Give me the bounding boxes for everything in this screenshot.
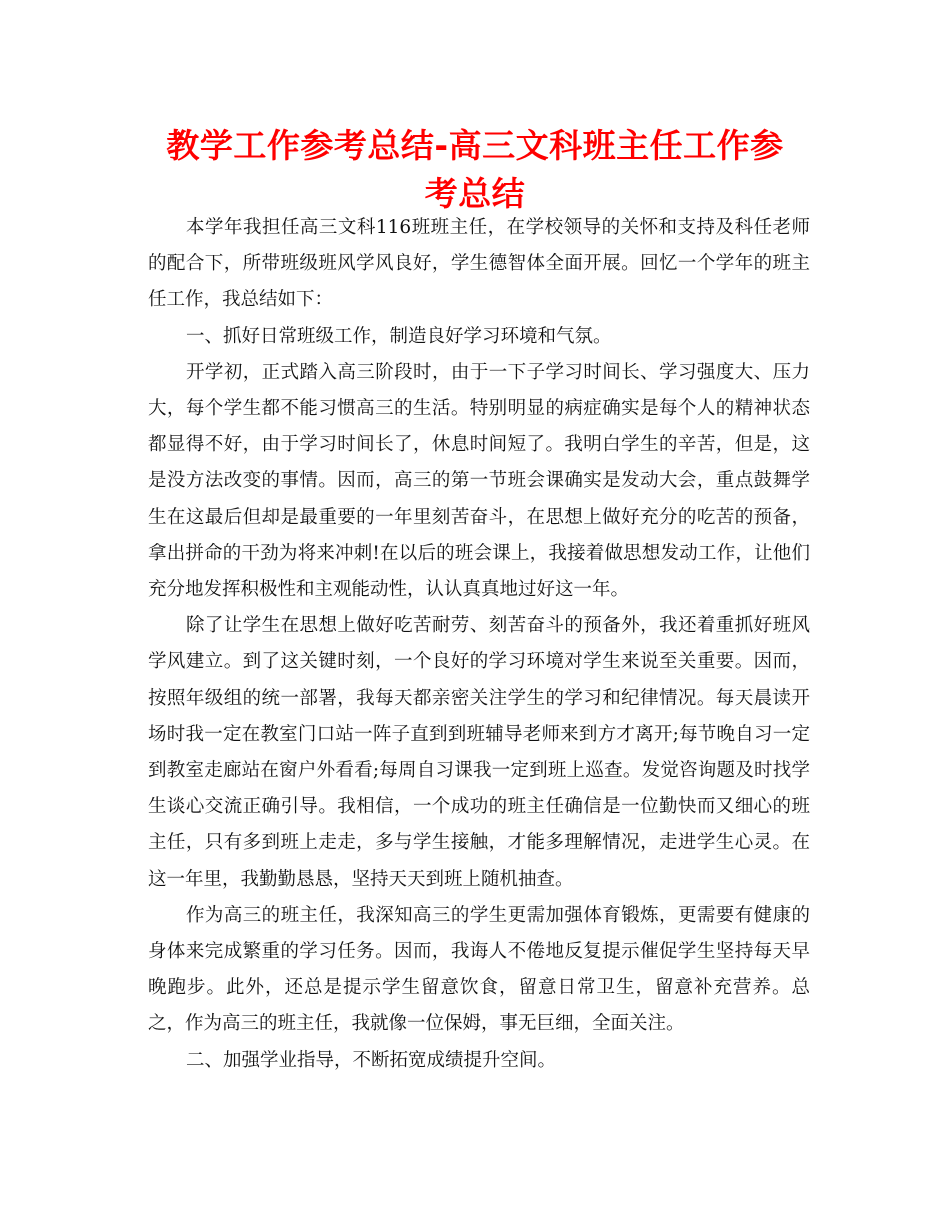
section-heading-1: 一、抓好日常班级工作，制造良好学习环境和气氛。 xyxy=(186,325,612,347)
paragraph-class-discipline: 除了让学生在思想上做好吃苦耐劳、刻苦奋斗的预备外，我还着重抓好班风学风建立。到了这关键时刻，一个良好的学习环境对学生来说至关重要。因而，按照年级组的统一部署，我每天都亲密关注学生的学习和纪律情况。每天晨读开场时我一定在教室门口站一阵子直到到班辅导老师来到方才离开;每节晚自习一定到教室走廊站在窗户外看看;每周自习课我一定到班上巡查。发觉咨询题及时找学生谈心交流正确引导。我相信，一个成功的班主任确信是一位勤快而又细心的班主任，只有多到班上走走，多与学生接触，才能多理解情况，走进学生心灵。在这一年里，我勤勤恳恳，坚持天天到班上随机抽查。 xyxy=(148,615,810,890)
paragraph-physical-health: 作为高三的班主任，我深知高三的学生更需加强体育锻炼，更需要有健康的身体来完成繁重的学习任务。因而，我诲人不倦地反复提示催促学生坚持每天早晚跑步。此外，还总是提示学生留意饮食，留意日常卫生，留意补充营养。总之，作为高三的班主任，我就像一位保姆，事无巨细，全面关注。 xyxy=(148,904,810,1035)
document-body xyxy=(148,210,810,1079)
section-heading-2: 二、加强学业指导，不断拓宽成绩提升空间。 xyxy=(186,1049,557,1071)
paragraph-semester-start: 开学初，正式踏入高三阶段时，由于一下子学习时间长、学习强度大、压力大，每个学生都不能习惯高三的生活。特别明显的病症确实是每个人的精神状态都显得不好，由于学习时间长了，休息时间短了。我明白学生的辛苦，但是，这是没方法改变的事情。因而，高三的第一节班会课确实是发动大会，重点鼓舞学生在这最后但却是最重要的一年里刻苦奋斗，在思想上做好充分的吃苦的预备，拿出拼命的干劲为将来冲刺!在以后的班会课上，我接着做思想发动工作，让他们充分地发挥积极性和主观能动性，认认真真地过好这一年。 xyxy=(148,361,810,601)
document-title: 教学工作参考总结-高三文科班主任工作参考总结 xyxy=(166,126,784,213)
paragraph-intro: 本学年我担任高三文科116班班主任，在学校领导的关怀和支持及科任老师的配合下，所带班级班风学风良好，学生德智体全面开展。回忆一个学年的班主任工作，我总结如下： xyxy=(148,217,810,311)
